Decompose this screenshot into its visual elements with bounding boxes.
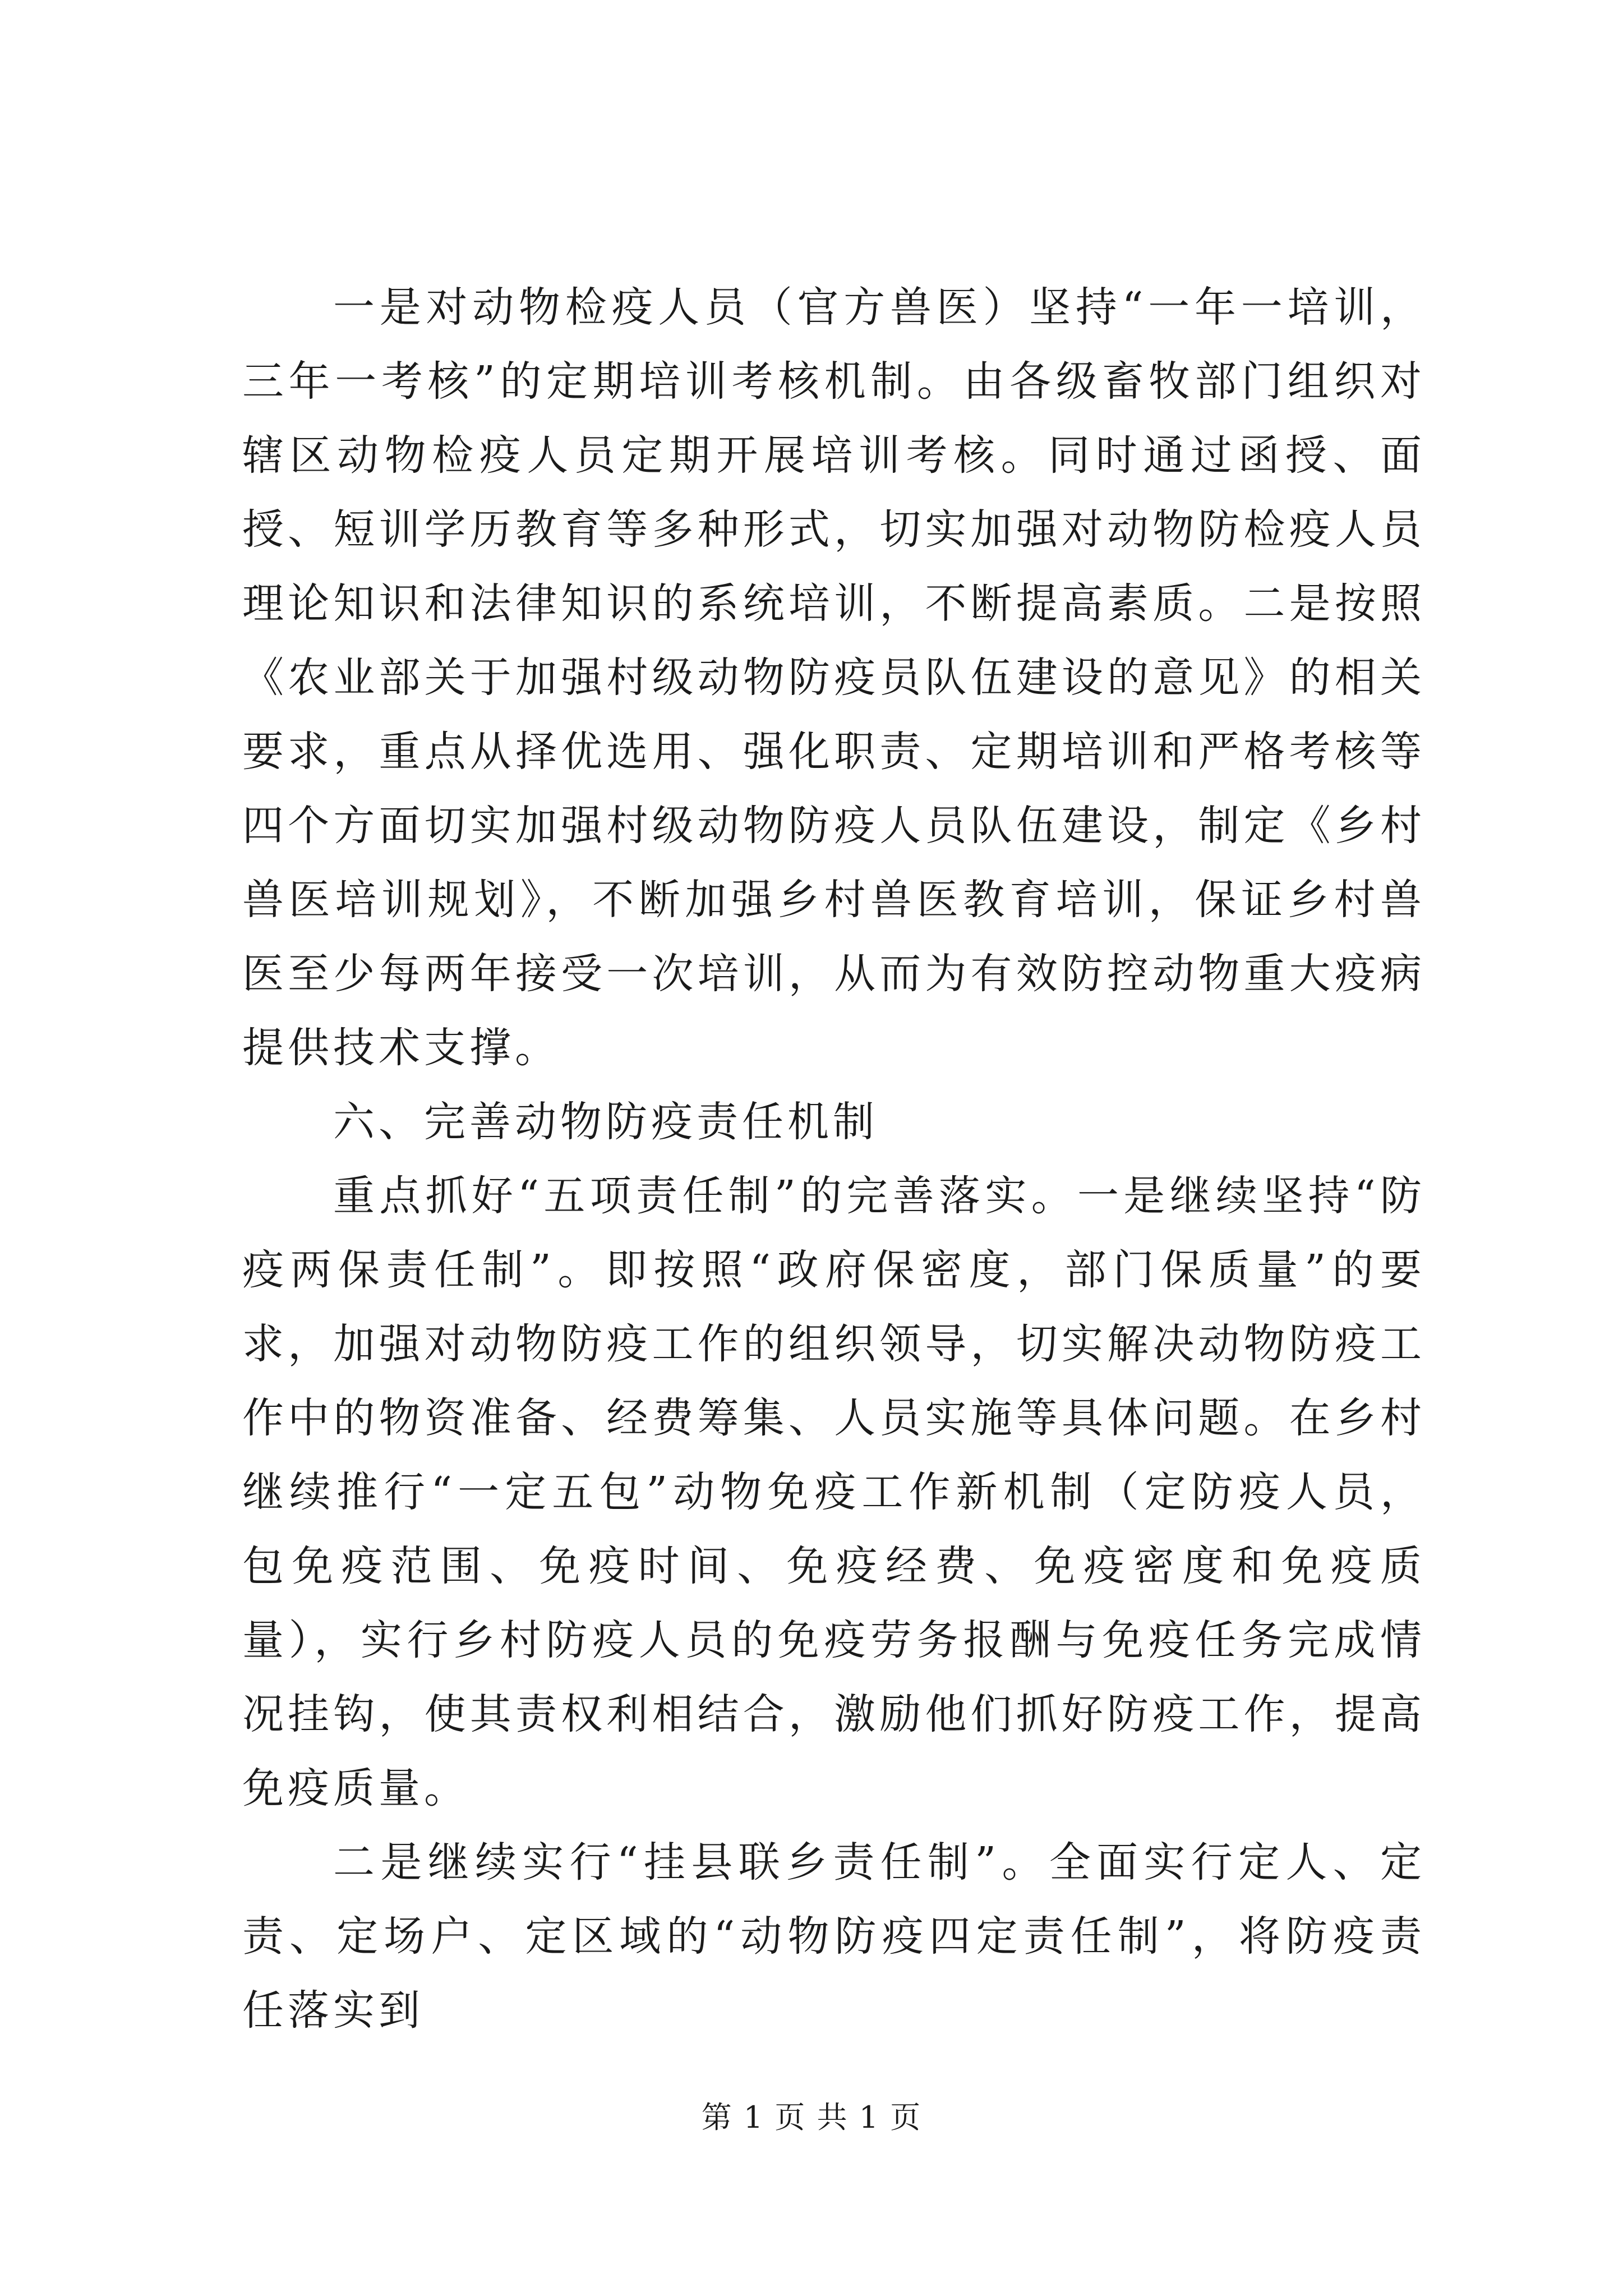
- paragraph-county-township: 二是继续实行“挂县联乡责任制”。全面实行定人、定责、定场户、定区域的“动物防疫四定责任制”，将防疫责任落实到: [242, 1838, 1426, 2035]
- section-heading-responsibility: 六、完善动物防疫责任机制: [333, 1098, 878, 1146]
- document-body: [242, 270, 1426, 2047]
- page-footer: 第 1 页 共 1 页: [701, 2100, 922, 2135]
- paragraph-five-responsibilities: 重点抓好“五项责任制”的完善落实。一是继续坚持“防疫两保责任制”。即按照“政府保密度，部门保质量”的要求，加强对动物防疫工作的组织领导，切实解决动物防疫工作中的物资准备、经费筹集、人员实施等具体问题。在乡村继续推行“一定五包”动物免疫工作新机制（定防疫人员，包免疫范围、免疫时间、免疫经费、免疫密度和免疫质量），实行乡村防疫人员的免疫劳务报酬与免疫任务完成情况挂钩，使其责权利相结合，激励他们抓好防疫工作，提高免疫质量。: [242, 1172, 1426, 1812]
- paragraph-training: 一是对动物检疫人员（官方兽医）坚持“一年一培训，三年一考核”的定期培训考核机制。由各级畜牧部门组织对辖区动物检疫人员定期开展培训考核。同时通过函授、面授、短训学历教育等多种形式，切实加强对动物防检疫人员理论知识和法律知识的系统培训，不断提高素质。二是按照《农业部关于加强村级动物防疫员队伍建设的意见》的相关要求，重点从择优选用、强化职责、定期培训和严格考核等四个方面切实加强村级动物防疫人员队伍建设，制定《乡村兽医培训规划》，不断加强乡村兽医教育培训，保证乡村兽医至少每两年接受一次培训，从而为有效防控动物重大疫病提供技术支撑。: [242, 283, 1426, 1072]
